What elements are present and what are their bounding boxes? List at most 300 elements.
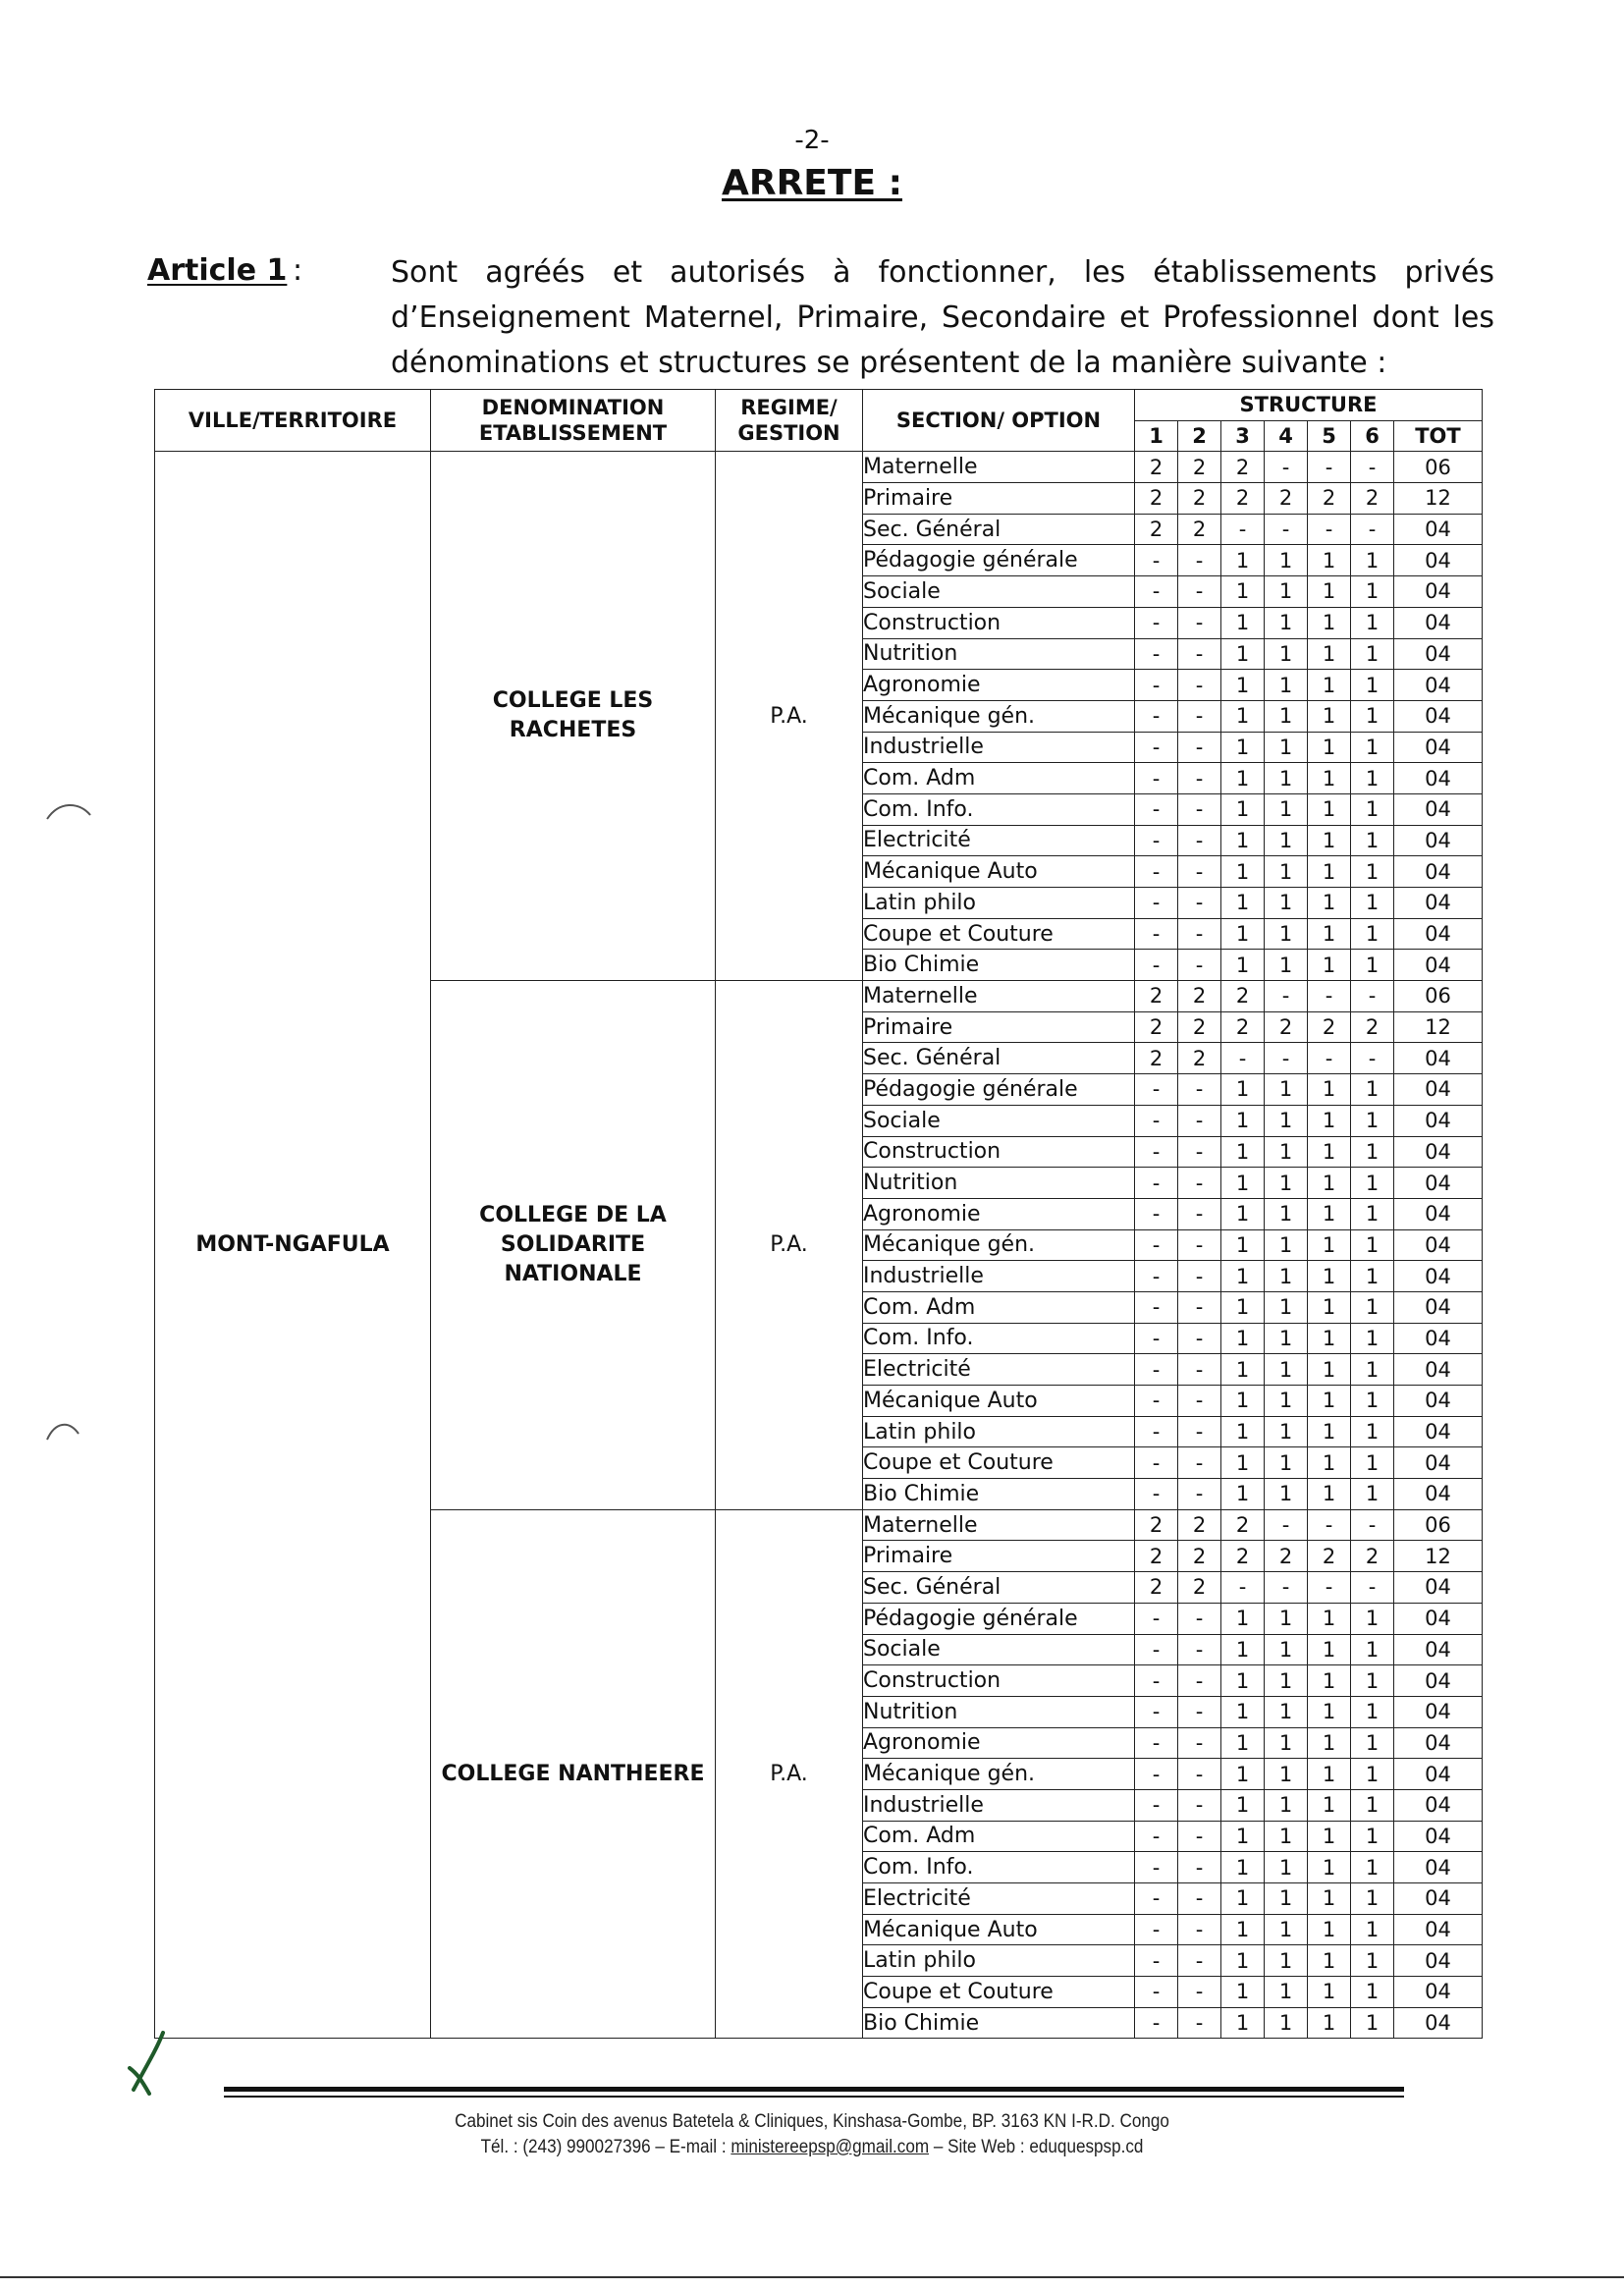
structure-value-cell: 1 xyxy=(1265,545,1308,576)
structure-value-cell: 1 xyxy=(1265,1883,1308,1915)
total-cell: 04 xyxy=(1394,763,1483,794)
section-cell: Sociale xyxy=(863,1634,1135,1665)
structure-value-cell: 1 xyxy=(1351,950,1394,981)
structure-value-cell: 1 xyxy=(1351,1759,1394,1790)
punch-hole-mark-top xyxy=(39,795,98,825)
structure-value-cell: 2 xyxy=(1308,483,1351,515)
structure-value-cell: - xyxy=(1178,1914,1221,1945)
structure-value-cell: 1 xyxy=(1351,576,1394,608)
structure-value-cell: 2 xyxy=(1351,483,1394,515)
structure-value-cell: 2 xyxy=(1178,1509,1221,1541)
structure-value-cell: 2 xyxy=(1265,1011,1308,1043)
structure-value-cell: 1 xyxy=(1351,1634,1394,1665)
structure-value-cell: - xyxy=(1351,1043,1394,1074)
section-cell: Com. Adm xyxy=(863,1291,1135,1323)
structure-value-cell: 1 xyxy=(1265,607,1308,638)
section-cell: Construction xyxy=(863,1665,1135,1697)
structure-value-cell: 1 xyxy=(1221,670,1265,701)
total-cell: 04 xyxy=(1394,1447,1483,1479)
structure-value-cell: 1 xyxy=(1351,763,1394,794)
structure-value-cell: 1 xyxy=(1221,856,1265,888)
structure-value-cell: 1 xyxy=(1351,1603,1394,1634)
school-regime-cell: P.A. xyxy=(716,981,863,1510)
structure-value-cell: - xyxy=(1135,700,1178,732)
total-cell: 04 xyxy=(1394,1416,1483,1447)
structure-value-cell: 2 xyxy=(1178,514,1221,545)
structure-value-cell: 1 xyxy=(1308,918,1351,950)
structure-value-cell: - xyxy=(1178,1634,1221,1665)
header-col-6: 6 xyxy=(1351,420,1394,452)
footer-email-link[interactable]: ministereepsp@gmail.com xyxy=(731,2137,930,2157)
section-cell: Nutrition xyxy=(863,1696,1135,1727)
structure-value-cell: - xyxy=(1265,1043,1308,1074)
structure-value-cell: 1 xyxy=(1265,1603,1308,1634)
structure-value-cell: - xyxy=(1178,1261,1221,1292)
structure-value-cell: 1 xyxy=(1265,950,1308,981)
structure-value-cell: - xyxy=(1178,856,1221,888)
structure-value-cell: 2 xyxy=(1178,1572,1221,1604)
structure-value-cell: 1 xyxy=(1221,2007,1265,2039)
section-cell: Pédagogie générale xyxy=(863,545,1135,576)
structure-value-cell: - xyxy=(1265,1572,1308,1604)
structure-value-cell: 1 xyxy=(1308,1852,1351,1883)
structure-value-cell: 1 xyxy=(1308,950,1351,981)
structure-value-cell: - xyxy=(1135,576,1178,608)
section-cell: Bio Chimie xyxy=(863,2007,1135,2039)
structure-value-cell: - xyxy=(1178,1291,1221,1323)
structure-value-cell: 1 xyxy=(1308,2007,1351,2039)
total-cell: 04 xyxy=(1394,1789,1483,1821)
structure-value-cell: 1 xyxy=(1265,825,1308,856)
structure-value-cell: 1 xyxy=(1265,1168,1308,1199)
structure-value-cell: 1 xyxy=(1351,1168,1394,1199)
total-cell: 04 xyxy=(1394,1354,1483,1386)
total-cell: 04 xyxy=(1394,1105,1483,1136)
structure-value-cell: 1 xyxy=(1351,732,1394,763)
article-label xyxy=(147,253,287,288)
structure-value-cell: - xyxy=(1178,1074,1221,1106)
document-heading xyxy=(0,163,1624,203)
structure-value-cell: - xyxy=(1178,2007,1221,2039)
structure-value-cell: 1 xyxy=(1221,1634,1265,1665)
structure-value-cell: 1 xyxy=(1308,1354,1351,1386)
structure-value-cell: 1 xyxy=(1308,1261,1351,1292)
structure-value-cell: 2 xyxy=(1135,1043,1178,1074)
section-cell: Electricité xyxy=(863,825,1135,856)
structure-value-cell: - xyxy=(1178,763,1221,794)
structure-value-cell: 2 xyxy=(1221,1541,1265,1572)
structure-value-cell: 1 xyxy=(1221,1914,1265,1945)
section-cell: Primaire xyxy=(863,1011,1135,1043)
structure-value-cell: 1 xyxy=(1308,1386,1351,1417)
structure-value-cell: 1 xyxy=(1308,1198,1351,1229)
total-cell: 06 xyxy=(1394,981,1483,1012)
structure-value-cell: - xyxy=(1135,1229,1178,1261)
section-cell: Construction xyxy=(863,607,1135,638)
page-bottom-edge xyxy=(0,2276,1624,2278)
structure-value-cell: - xyxy=(1178,1727,1221,1759)
section-cell: Electricité xyxy=(863,1883,1135,1915)
structure-value-cell: - xyxy=(1135,1603,1178,1634)
school-regime-cell: P.A. xyxy=(716,452,863,981)
structure-value-cell: - xyxy=(1178,638,1221,670)
structure-value-cell: - xyxy=(1308,1572,1351,1604)
structure-value-cell: 1 xyxy=(1265,1323,1308,1354)
section-cell: Mécanique Auto xyxy=(863,1914,1135,1945)
structure-value-cell: 1 xyxy=(1221,1291,1265,1323)
structure-value-cell: 1 xyxy=(1308,1479,1351,1510)
structure-value-cell: 1 xyxy=(1221,1665,1265,1697)
structure-value-cell: 1 xyxy=(1265,1354,1308,1386)
structure-value-cell: - xyxy=(1178,700,1221,732)
structure-value-cell: 2 xyxy=(1351,1011,1394,1043)
total-cell: 04 xyxy=(1394,638,1483,670)
total-cell: 04 xyxy=(1394,918,1483,950)
structure-value-cell: 1 xyxy=(1265,1291,1308,1323)
structure-value-cell: - xyxy=(1178,607,1221,638)
page-number: -2- xyxy=(794,126,830,155)
section-cell: Bio Chimie xyxy=(863,950,1135,981)
structure-value-cell: 1 xyxy=(1308,888,1351,919)
total-cell: 04 xyxy=(1394,576,1483,608)
total-cell: 04 xyxy=(1394,545,1483,576)
structure-value-cell: 1 xyxy=(1308,1105,1351,1136)
structure-value-cell: 1 xyxy=(1221,1759,1265,1790)
structure-value-cell: 1 xyxy=(1351,1074,1394,1106)
total-cell: 04 xyxy=(1394,1479,1483,1510)
structure-value-cell: 1 xyxy=(1221,793,1265,825)
structure-value-cell: - xyxy=(1178,576,1221,608)
header-denomination: DENOMINATION ETABLISSEMENT xyxy=(431,390,716,452)
structure-value-cell: 1 xyxy=(1265,1696,1308,1727)
section-cell: Primaire xyxy=(863,483,1135,515)
structure-value-cell: - xyxy=(1265,981,1308,1012)
structure-value-cell: - xyxy=(1178,1323,1221,1354)
section-cell: Coupe et Couture xyxy=(863,1977,1135,2008)
structure-value-cell: - xyxy=(1178,1354,1221,1386)
structure-value-cell: 1 xyxy=(1351,1479,1394,1510)
structure-value-cell: 1 xyxy=(1221,732,1265,763)
total-cell: 04 xyxy=(1394,1043,1483,1074)
structure-value-cell: 1 xyxy=(1308,1789,1351,1821)
header-structure: STRUCTURE xyxy=(1135,390,1483,421)
structure-value-cell: 1 xyxy=(1265,1759,1308,1790)
structure-value-cell: 2 xyxy=(1351,1541,1394,1572)
structure-value-cell: 1 xyxy=(1308,763,1351,794)
footer-site: – Site Web : eduquespsp.cd xyxy=(929,2137,1144,2157)
structure-value-cell: - xyxy=(1135,1261,1178,1292)
structure-value-cell: - xyxy=(1135,1198,1178,1229)
structure-value-cell: 1 xyxy=(1265,856,1308,888)
structure-value-cell: - xyxy=(1178,825,1221,856)
structure-value-cell: 1 xyxy=(1308,1696,1351,1727)
structure-value-cell: - xyxy=(1135,1323,1178,1354)
structure-value-cell: - xyxy=(1308,514,1351,545)
structure-value-cell: - xyxy=(1135,825,1178,856)
structure-value-cell: 1 xyxy=(1351,1354,1394,1386)
total-cell: 04 xyxy=(1394,1261,1483,1292)
structure-value-cell: - xyxy=(1135,1977,1178,2008)
structure-value-cell: 1 xyxy=(1221,1696,1265,1727)
structure-value-cell: 1 xyxy=(1221,1261,1265,1292)
structure-value-cell: - xyxy=(1351,1509,1394,1541)
section-cell: Maternelle xyxy=(863,981,1135,1012)
section-cell: Construction xyxy=(863,1136,1135,1168)
structure-value-cell: - xyxy=(1135,1945,1178,1977)
structure-value-cell: 1 xyxy=(1308,1945,1351,1977)
structure-value-cell: 2 xyxy=(1135,483,1178,515)
structure-value-cell: 1 xyxy=(1265,1229,1308,1261)
structure-value-cell: 2 xyxy=(1178,452,1221,483)
structure-value-cell: 1 xyxy=(1308,793,1351,825)
structure-value-cell: 1 xyxy=(1265,1074,1308,1106)
total-cell: 12 xyxy=(1394,1011,1483,1043)
structure-value-cell: 1 xyxy=(1221,638,1265,670)
structure-value-cell: 1 xyxy=(1265,1416,1308,1447)
structure-value-cell: 1 xyxy=(1265,1447,1308,1479)
total-cell: 04 xyxy=(1394,1883,1483,1915)
total-cell: 04 xyxy=(1394,856,1483,888)
structure-value-cell: 1 xyxy=(1351,1977,1394,2008)
section-cell: Com. Adm xyxy=(863,1821,1135,1852)
structure-value-cell: - xyxy=(1135,950,1178,981)
heading-text: ARRETE : xyxy=(722,163,902,203)
structure-value-cell: - xyxy=(1178,1105,1221,1136)
structure-value-cell: 1 xyxy=(1308,1229,1351,1261)
structure-value-cell: 2 xyxy=(1178,483,1221,515)
total-cell: 04 xyxy=(1394,732,1483,763)
header-ville: VILLE/TERRITOIRE xyxy=(155,390,431,452)
structure-value-cell: - xyxy=(1135,2007,1178,2039)
structure-value-cell: 1 xyxy=(1221,1852,1265,1883)
structure-value-cell: 1 xyxy=(1351,856,1394,888)
structure-value-cell: 1 xyxy=(1221,1136,1265,1168)
section-cell: Bio Chimie xyxy=(863,1479,1135,1510)
section-cell: Sociale xyxy=(863,1105,1135,1136)
structure-value-cell: 1 xyxy=(1351,1386,1394,1417)
structure-value-cell: 1 xyxy=(1308,1074,1351,1106)
structure-value-cell: - xyxy=(1135,638,1178,670)
header-section: SECTION/ OPTION xyxy=(863,390,1135,452)
structure-value-cell: 1 xyxy=(1221,576,1265,608)
total-cell: 04 xyxy=(1394,950,1483,981)
structure-value-cell: 1 xyxy=(1221,1386,1265,1417)
structure-value-cell: 2 xyxy=(1265,483,1308,515)
total-cell: 04 xyxy=(1394,1634,1483,1665)
total-cell: 04 xyxy=(1394,1074,1483,1106)
structure-value-cell: - xyxy=(1135,1386,1178,1417)
structure-value-cell: 1 xyxy=(1351,545,1394,576)
structure-value-cell: 2 xyxy=(1135,1541,1178,1572)
structure-value-cell: 1 xyxy=(1308,732,1351,763)
total-cell: 04 xyxy=(1394,1759,1483,1790)
structure-value-cell: 2 xyxy=(1178,981,1221,1012)
structure-value-cell: 1 xyxy=(1265,1727,1308,1759)
structure-value-cell: 1 xyxy=(1308,1914,1351,1945)
structure-value-cell: 1 xyxy=(1351,1447,1394,1479)
structure-value-cell: 1 xyxy=(1265,1852,1308,1883)
schools-table xyxy=(154,389,1483,2039)
structure-value-cell: 1 xyxy=(1265,1789,1308,1821)
structure-value-cell: 1 xyxy=(1308,576,1351,608)
structure-value-cell: - xyxy=(1135,1074,1178,1106)
structure-value-cell: - xyxy=(1178,545,1221,576)
structure-value-cell: 1 xyxy=(1351,1323,1394,1354)
section-cell: Sec. Général xyxy=(863,1572,1135,1604)
structure-value-cell: - xyxy=(1135,763,1178,794)
structure-value-cell: - xyxy=(1308,981,1351,1012)
structure-value-cell: 1 xyxy=(1221,1416,1265,1447)
total-cell: 04 xyxy=(1394,1852,1483,1883)
header-col-4: 4 xyxy=(1265,420,1308,452)
total-cell: 04 xyxy=(1394,1572,1483,1604)
structure-value-cell: - xyxy=(1135,1759,1178,1790)
structure-value-cell: 1 xyxy=(1221,950,1265,981)
section-cell: Primaire xyxy=(863,1541,1135,1572)
handwritten-check-mark xyxy=(120,2029,179,2098)
structure-value-cell: 1 xyxy=(1308,700,1351,732)
table-body xyxy=(155,452,1483,2039)
structure-value-cell: - xyxy=(1178,1198,1221,1229)
structure-value-cell: - xyxy=(1178,1479,1221,1510)
section-cell: Coupe et Couture xyxy=(863,1447,1135,1479)
structure-value-cell: - xyxy=(1265,1509,1308,1541)
structure-value-cell: 1 xyxy=(1351,1945,1394,1977)
article-colon: : xyxy=(293,253,303,288)
structure-value-cell: 1 xyxy=(1221,825,1265,856)
structure-value-cell: 2 xyxy=(1135,1509,1178,1541)
structure-value-cell: - xyxy=(1178,1229,1221,1261)
total-cell: 04 xyxy=(1394,1136,1483,1168)
structure-value-cell: 1 xyxy=(1308,825,1351,856)
total-cell: 12 xyxy=(1394,483,1483,515)
structure-value-cell: - xyxy=(1178,1883,1221,1915)
structure-value-cell: - xyxy=(1135,1479,1178,1510)
structure-value-cell: - xyxy=(1178,793,1221,825)
structure-value-cell: 2 xyxy=(1221,483,1265,515)
structure-value-cell: 1 xyxy=(1351,1914,1394,1945)
structure-value-cell: - xyxy=(1221,514,1265,545)
structure-value-cell: - xyxy=(1351,1572,1394,1604)
structure-value-cell: 1 xyxy=(1308,1291,1351,1323)
structure-value-cell: - xyxy=(1135,1634,1178,1665)
structure-value-cell: 1 xyxy=(1221,1354,1265,1386)
structure-value-cell: 1 xyxy=(1351,888,1394,919)
structure-value-cell: - xyxy=(1178,1977,1221,2008)
school-name-cell: COLLEGE NANTHEERE xyxy=(431,1509,716,2039)
section-cell: Mécanique gén. xyxy=(863,700,1135,732)
section-cell: Agronomie xyxy=(863,670,1135,701)
structure-value-cell: 1 xyxy=(1221,700,1265,732)
total-cell: 04 xyxy=(1394,1168,1483,1199)
structure-value-cell: 1 xyxy=(1265,700,1308,732)
structure-value-cell: 2 xyxy=(1178,1043,1221,1074)
structure-value-cell: 1 xyxy=(1308,1634,1351,1665)
structure-value-cell: 1 xyxy=(1351,638,1394,670)
total-cell: 04 xyxy=(1394,1696,1483,1727)
total-cell: 04 xyxy=(1394,1603,1483,1634)
structure-value-cell: - xyxy=(1135,1291,1178,1323)
structure-value-cell: - xyxy=(1135,1416,1178,1447)
structure-value-cell: - xyxy=(1178,1665,1221,1697)
structure-value-cell: - xyxy=(1178,918,1221,950)
total-cell: 06 xyxy=(1394,452,1483,483)
section-cell: Mécanique Auto xyxy=(863,1386,1135,1417)
total-cell: 04 xyxy=(1394,700,1483,732)
school-name-cell: COLLEGE DE LA SOLIDARITE NATIONALE xyxy=(431,981,716,1510)
structure-value-cell: - xyxy=(1135,1105,1178,1136)
structure-value-cell: - xyxy=(1135,888,1178,919)
structure-value-cell: 1 xyxy=(1265,1105,1308,1136)
footer-rule-thick xyxy=(224,2087,1404,2092)
total-cell: 04 xyxy=(1394,1229,1483,1261)
header-col-1: 1 xyxy=(1135,420,1178,452)
total-cell: 04 xyxy=(1394,793,1483,825)
table-row xyxy=(155,452,1483,483)
structure-value-cell: 1 xyxy=(1308,1603,1351,1634)
structure-value-cell: 1 xyxy=(1221,1727,1265,1759)
structure-value-cell: 1 xyxy=(1265,1136,1308,1168)
structure-value-cell: - xyxy=(1135,1914,1178,1945)
structure-value-cell: 1 xyxy=(1221,545,1265,576)
total-cell: 04 xyxy=(1394,2007,1483,2039)
section-cell: Sociale xyxy=(863,576,1135,608)
total-cell: 04 xyxy=(1394,888,1483,919)
structure-value-cell: 1 xyxy=(1351,1136,1394,1168)
structure-value-cell: - xyxy=(1135,1168,1178,1199)
structure-value-cell: 2 xyxy=(1265,1541,1308,1572)
structure-value-cell: - xyxy=(1135,918,1178,950)
structure-value-cell: 1 xyxy=(1308,1759,1351,1790)
section-cell: Mécanique Auto xyxy=(863,856,1135,888)
structure-value-cell: - xyxy=(1135,1821,1178,1852)
structure-value-cell: 1 xyxy=(1351,2007,1394,2039)
punch-hole-mark-bottom xyxy=(39,1414,98,1444)
structure-value-cell: 1 xyxy=(1221,888,1265,919)
structure-value-cell: 1 xyxy=(1351,607,1394,638)
structure-value-cell: 1 xyxy=(1221,1198,1265,1229)
structure-value-cell: - xyxy=(1178,1945,1221,1977)
structure-value-cell: 1 xyxy=(1351,1198,1394,1229)
structure-value-cell: 1 xyxy=(1265,576,1308,608)
section-cell: Pédagogie générale xyxy=(863,1603,1135,1634)
structure-value-cell: - xyxy=(1178,1696,1221,1727)
structure-value-cell: - xyxy=(1221,1572,1265,1604)
structure-value-cell: 2 xyxy=(1178,1541,1221,1572)
structure-value-cell: - xyxy=(1178,1603,1221,1634)
structure-value-cell: 1 xyxy=(1221,1479,1265,1510)
structure-value-cell: 1 xyxy=(1221,918,1265,950)
ville-cell: MONT-NGAFULA xyxy=(155,452,431,2039)
structure-value-cell: - xyxy=(1178,1416,1221,1447)
structure-value-cell: 1 xyxy=(1265,2007,1308,2039)
section-cell: Agronomie xyxy=(863,1198,1135,1229)
structure-value-cell: - xyxy=(1308,452,1351,483)
structure-value-cell: - xyxy=(1351,452,1394,483)
structure-value-cell: - xyxy=(1265,452,1308,483)
structure-value-cell: 1 xyxy=(1351,1261,1394,1292)
structure-value-cell: - xyxy=(1135,1354,1178,1386)
total-cell: 04 xyxy=(1394,1821,1483,1852)
structure-value-cell: 1 xyxy=(1308,1821,1351,1852)
structure-value-cell: 1 xyxy=(1265,638,1308,670)
structure-value-cell: - xyxy=(1351,514,1394,545)
section-cell: Pédagogie générale xyxy=(863,1074,1135,1106)
header-col-2: 2 xyxy=(1178,420,1221,452)
structure-value-cell: - xyxy=(1135,1665,1178,1697)
structure-value-cell: 1 xyxy=(1351,1852,1394,1883)
structure-value-cell: 1 xyxy=(1351,1727,1394,1759)
